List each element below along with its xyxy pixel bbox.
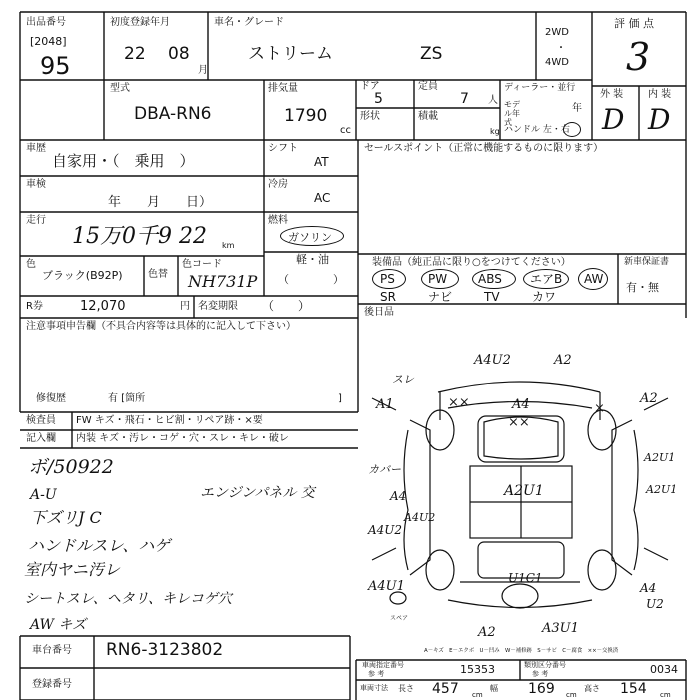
note-2: A-U <box>30 487 57 503</box>
recycle-label: R券 <box>26 301 43 312</box>
inspector-label2: 記入欄 <box>26 433 56 444</box>
equip-airbag: エアB <box>530 272 563 286</box>
lot-number: 95 <box>40 52 71 80</box>
mark-18: A2 <box>478 625 496 640</box>
note-5: 室内ヤニ汚レ <box>24 560 121 579</box>
ac: AC <box>314 191 331 205</box>
name-label: 車名・グレード <box>214 17 284 28</box>
mark-3: スレ <box>392 373 414 386</box>
mark-17: U2 <box>646 597 664 611</box>
class: 0034 <box>650 663 678 676</box>
dealer-label: ディーラー・並行 <box>504 83 576 93</box>
mark-5: A2 <box>640 391 658 406</box>
mark-16: A4 <box>640 581 657 595</box>
equip-ps: PS <box>380 272 395 286</box>
length-label: 長さ <box>398 684 414 693</box>
fuel-gas: ガソリン <box>288 231 332 244</box>
class-label: 類別区分番号 <box>524 661 566 669</box>
person-unit: 人 <box>488 95 498 106</box>
load-label: 積載 <box>418 111 438 122</box>
mark-7: A2U1 <box>504 483 544 499</box>
mark-1: A4U2 <box>474 353 511 368</box>
length: 457 <box>432 681 459 697</box>
reg-month: 08 <box>168 44 190 64</box>
repair-label: 修復歴 <box>36 393 66 404</box>
width-label: 幅 <box>490 684 498 693</box>
repair-close: ] <box>338 393 342 404</box>
mark-10: A2U1 <box>644 451 676 464</box>
color-code-label: 色コード <box>182 259 222 270</box>
height-label: 高さ <box>584 684 600 693</box>
inspection-label: 車検 <box>26 179 46 190</box>
panel-note: エンジンパネル 交 <box>200 485 315 501</box>
fuel-other: 軽・油 <box>296 253 329 266</box>
sales-label: セールスポイント（正常に機能するものに限ります） <box>364 143 604 154</box>
interior-grade: D <box>648 103 671 136</box>
reg-label: 初度登録年月 <box>110 17 170 28</box>
spare-label: スペア <box>390 615 409 622</box>
chassis: RN6-3123802 <box>106 640 224 660</box>
ac-label: 冷房 <box>268 179 288 190</box>
lot-label: 出品番号 <box>26 17 66 28</box>
note-1: ボ/50922 <box>28 456 114 478</box>
model: DBA-RN6 <box>134 104 212 124</box>
usage-label: 車歴 <box>26 143 46 154</box>
mileage-label: 走行 <box>26 215 46 226</box>
mark-20: ×× <box>448 395 470 410</box>
note-7: AW キズ <box>30 617 87 633</box>
model-year-label: モデル年式 <box>504 100 520 127</box>
reg-number-label: 登録番号 <box>32 679 72 690</box>
equip-abs: ABS <box>478 272 502 286</box>
reg-year: 22 <box>124 44 146 64</box>
mark-9: A4 <box>390 489 407 503</box>
door-label: ドア <box>360 81 380 92</box>
drive-4wd: 4WD <box>545 57 569 68</box>
month-unit: 月 <box>198 65 208 76</box>
equip-aw: AW <box>584 272 604 286</box>
color-change-label: 色替 <box>148 269 168 280</box>
mark-13: A4U2 <box>404 511 436 524</box>
drive-2wd: 2WD <box>545 27 569 38</box>
ref-label-2: 参 考 <box>532 670 549 678</box>
color: ブラック(B92P) <box>42 269 123 282</box>
recycle: 12,070 <box>80 299 126 314</box>
equip-tv: TV <box>484 290 500 304</box>
cm-height: cm <box>660 691 671 699</box>
ref-label: 参 考 <box>368 670 385 678</box>
note-6: シートスレ、ヘタリ、キレコゲ穴 <box>24 591 232 607</box>
equip-leather: カワ <box>532 290 557 304</box>
cm-length: cm <box>472 691 483 699</box>
equip-navi: ナビ <box>428 290 453 304</box>
cc-unit: cc <box>340 125 351 136</box>
shape-label: 形状 <box>360 111 380 122</box>
warranty-value: 有・無 <box>626 281 659 294</box>
repair-value: 有 [箇所 <box>108 393 146 404</box>
interior-label: 内 装 <box>648 89 672 100</box>
model-label: 型式 <box>110 83 130 94</box>
exterior-label: 外 装 <box>600 89 624 100</box>
mark-2: A2 <box>554 353 572 368</box>
diagram-legend: A－キズ E－エクボ U－凹み W－補修跡 S－サビ C－腐食 ××－交換済 <box>424 648 619 654</box>
title-label: 名変期限 <box>198 301 238 312</box>
equip-label: 装備品（純正品に限り○をつけてください） <box>372 257 571 268</box>
usage: 自家用・（ 乗用 ） <box>52 152 195 170</box>
fuel-label: 燃料 <box>268 215 288 226</box>
cm-width: cm <box>566 691 577 699</box>
kg-unit: kg <box>490 127 500 136</box>
car-name: ストリーム <box>248 44 333 64</box>
lot-sub: [2048] <box>30 35 67 48</box>
mileage: 15万0千9 22 <box>72 224 207 249</box>
inspector-label1: 検査員 <box>26 415 56 426</box>
mark-6: A1 <box>376 397 394 412</box>
cert-label: 車両指定番号 <box>362 661 404 669</box>
capacity: 7 <box>460 91 469 107</box>
warranty-label: 新車保証書 <box>624 257 670 267</box>
inspector-row1: FW キズ・飛石・ヒビ割・リペア跡・×要 <box>76 415 263 426</box>
warning-label: 注意事項申告欄（不具合内容等は具体的に記入して下さい） <box>26 321 296 332</box>
width: 169 <box>528 681 555 697</box>
mark-14: A4U1 <box>368 579 405 594</box>
yen-unit: 円 <box>180 301 190 312</box>
after-label: 後日品 <box>364 307 394 318</box>
fuel-paren: （ ） <box>278 273 344 286</box>
title-paren: （ ） <box>262 299 311 313</box>
color-label: 色 <box>26 259 36 270</box>
disp-label: 排気量 <box>268 83 298 94</box>
note-4: ハンドルスレ、ハゲ <box>28 536 171 555</box>
doors: 5 <box>374 91 383 107</box>
inspector-row2: 内装 キズ・汚レ・コゲ・穴・スレ・キレ・破レ <box>76 433 289 444</box>
km-unit: km <box>222 241 235 250</box>
cert: 15353 <box>460 663 495 676</box>
height: 154 <box>620 681 647 697</box>
shift-label: シフト <box>268 143 298 154</box>
mark-15: U1C1 <box>508 571 543 585</box>
chassis-label: 車台番号 <box>32 645 72 656</box>
dim-label: 車両寸法 <box>360 684 388 692</box>
cap-label: 定員 <box>418 81 438 92</box>
mark-12: A4U2 <box>368 523 403 537</box>
mark-21: × <box>594 401 605 416</box>
drive-dot: ・ <box>556 43 566 54</box>
handle-label: ハンドル 左・右 <box>504 125 570 135</box>
score-label: 評 価 点 <box>614 17 654 30</box>
mark-4: A4 <box>512 397 530 412</box>
equip-pw: PW <box>428 272 448 286</box>
mark-22: ×× <box>508 415 530 430</box>
note-3: 下ズリJ C <box>30 508 102 527</box>
color-code: NH731P <box>188 272 258 291</box>
mark-8: カバー <box>368 463 401 476</box>
mark-19: A3U1 <box>542 621 579 636</box>
inspection: 年 月 日） <box>108 195 213 210</box>
grade: ZS <box>420 44 443 64</box>
year-unit: 年 <box>572 103 582 114</box>
score-value: 3 <box>626 35 651 79</box>
shift: AT <box>314 155 329 169</box>
mark-11: A2U1 <box>646 483 678 496</box>
equip-sr: SR <box>380 290 396 304</box>
exterior-grade: D <box>602 103 625 136</box>
displacement: 1790 <box>284 106 328 126</box>
